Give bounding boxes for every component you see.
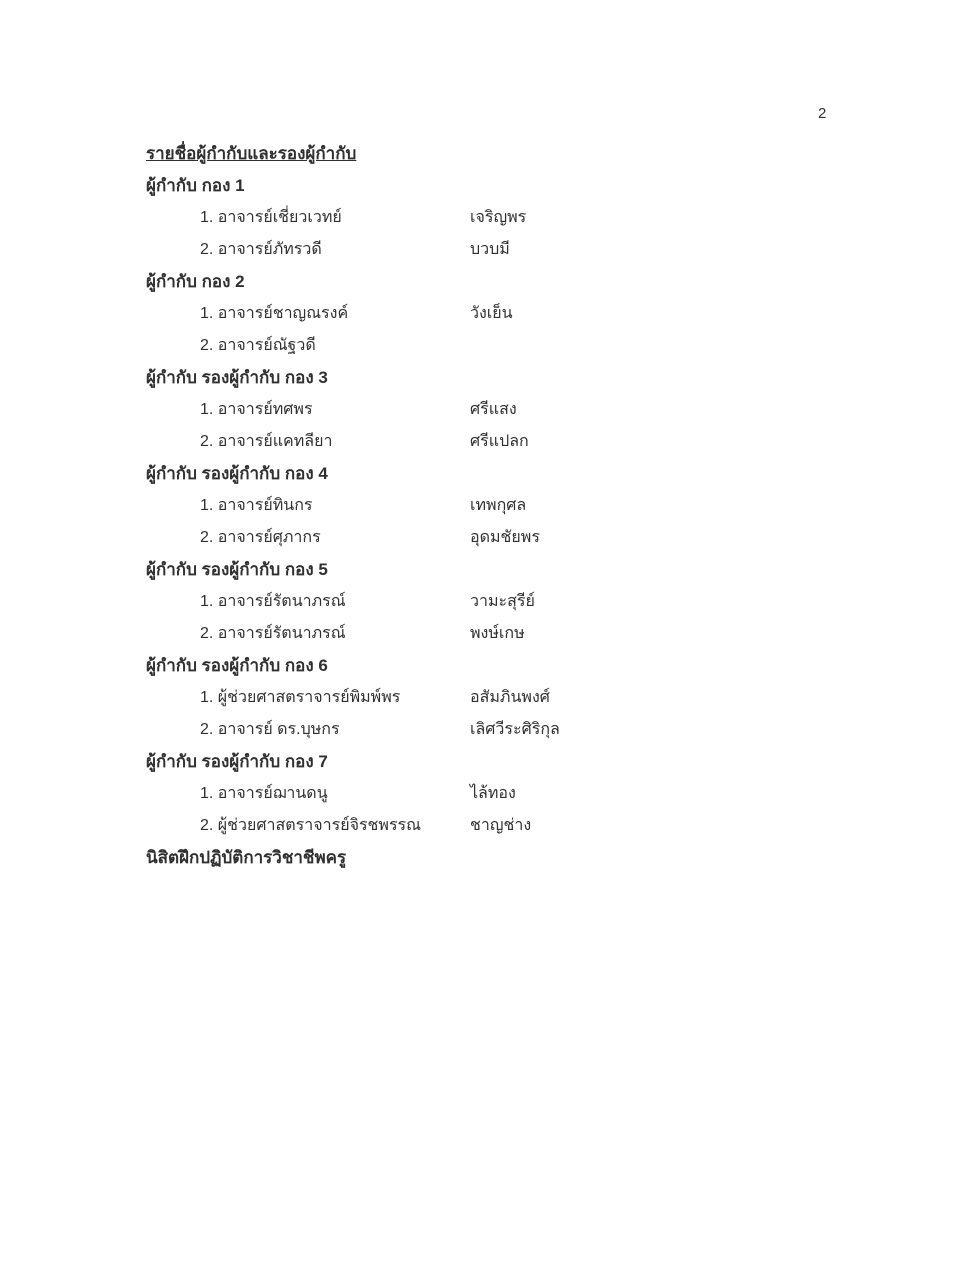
member-surname: บวบมี [470,241,510,258]
section-header: ผู้กำกับ กอง 1 [146,176,245,195]
section [146,650,846,746]
member-name: 2. อาจารย์ภัทรวดี [200,241,322,258]
section-header: ผู้กำกับ รองผู้กำกับ กอง 5 [146,560,328,579]
list-item [146,522,846,554]
list-item [146,714,846,746]
member-name: 1. อาจารย์ทศพร [200,401,313,418]
section-header: ผู้กำกับ รองผู้กำกับ กอง 3 [146,368,328,387]
list-item [146,234,846,266]
list-item [146,426,846,458]
member-surname: พงษ์เกษ [470,625,525,642]
sections-container [146,170,846,842]
member-name: 1. อาจารย์รัตนาภรณ์ [200,593,346,610]
section [146,554,846,650]
list-item [146,618,846,650]
section-header: ผู้กำกับ กอง 2 [146,272,245,291]
member-name: 2. อาจารย์ศุภากร [200,529,321,546]
list-item [146,202,846,234]
member-surname: ชาญช่าง [470,817,532,834]
member-surname: อสัมภินพงศ์ [470,689,550,706]
page-number: 2 [818,105,827,122]
section-header: ผู้กำกับ รองผู้กำกับ กอง 4 [146,464,328,483]
section [146,170,846,266]
member-surname: เจริญพร [470,209,527,226]
list-item [146,330,846,362]
section-header: ผู้กำกับ รองผู้กำกับ กอง 7 [146,752,328,771]
list-item [146,490,846,522]
list-item [146,586,846,618]
member-name: 2. ผู้ช่วยศาสตราจารย์จิรชพรรณ [200,817,421,834]
page-title: รายชื่อผู้กำกับและรองผู้กำกับ [146,144,357,163]
section [146,362,846,458]
member-name: 1. อาจารย์เชี่ยวเวทย์ [200,209,342,226]
list-item [146,682,846,714]
member-name: 2. อาจารย์แคทลียา [200,433,333,450]
section [146,266,846,362]
member-surname: เทพกุศล [470,497,527,514]
member-surname: อุดมชัยพร [470,529,540,546]
member-surname: เลิศวีระศิริกุล [470,721,560,738]
list-item [146,778,846,810]
list-item [146,394,846,426]
member-name: 1. อาจารย์ชาญณรงค์ [200,305,349,322]
member-surname: วามะสุรีย์ [470,593,535,610]
section [146,458,846,554]
member-name: 1. อาจารย์ทินกร [200,497,313,514]
list-item [146,298,846,330]
section-header: ผู้กำกับ รองผู้กำกับ กอง 6 [146,656,328,675]
member-name: 2. อาจารย์ณัฐวดี [200,337,316,354]
member-surname: ไล้ทอง [470,785,516,802]
member-name: 1. อาจารย์ฌานดนู [200,785,328,802]
footer-heading: นิสิตฝึกปฏิบัติการวิชาชีพครู [146,848,347,867]
section [146,746,846,842]
list-item [146,810,846,842]
member-name: 2. อาจารย์รัตนาภรณ์ [200,625,346,642]
member-surname: ศรีแสง [470,401,517,418]
member-name: 2. อาจารย์ ดร.บุษกร [200,721,340,738]
member-surname: ศรีแปลก [470,433,529,450]
member-name: 1. ผู้ช่วยศาสตราจารย์พิมพ์พร [200,689,401,706]
document-content [146,138,846,874]
member-surname: วังเย็น [470,305,513,322]
